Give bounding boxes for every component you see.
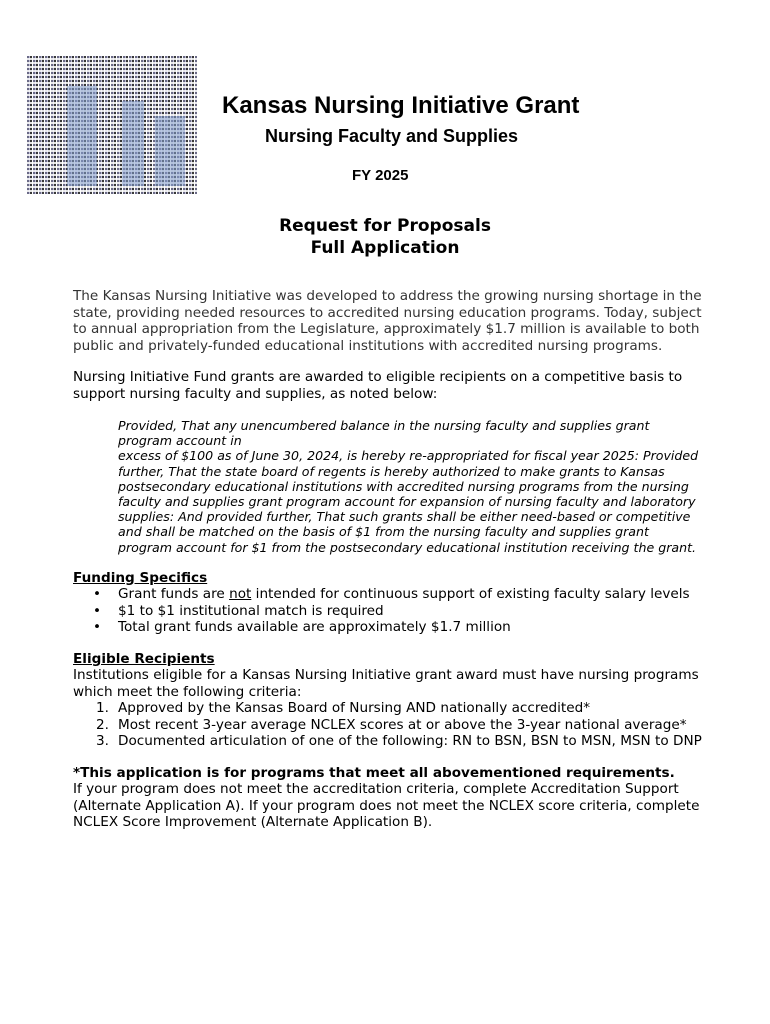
requirements-note: *This application is for programs that meet all abovementioned requirements. bbox=[73, 764, 675, 781]
bullet-icon: • bbox=[93, 602, 102, 619]
list-item: • Total grant funds available are approximately $1.7 million bbox=[93, 619, 511, 636]
bullet-icon: • bbox=[93, 586, 102, 603]
awarded-paragraph: Nursing Initiative Fund grants are awarded to eligible recipients on a competitive basis to support nursing faculty and supplies, as noted below: bbox=[73, 369, 683, 402]
list-item: • $1 to $1 institutional match is required bbox=[93, 602, 384, 619]
list-item: • Grant funds are not intended for continuous support of existing faculty salary levels bbox=[93, 586, 690, 603]
list-item: 1. Approved by the Kansas Board of Nursing AND nationally accredited* bbox=[96, 700, 591, 717]
fiscal-year: FY 2025 bbox=[352, 167, 409, 184]
rfp-line-1: Request for Proposals bbox=[279, 216, 491, 236]
alternate-application-note: If your program does not meet the accreditation criteria, complete Accreditation Support (Alternate Application A). If your program does not meet the NCLEX score criteria, complete NCLEX Score Improvement (Alternate Application B). bbox=[73, 781, 700, 831]
list-item: 3. Documented articulation of one of the following: RN to BSN, BSN to MSN, MSN to DNP bbox=[96, 733, 702, 750]
eligible-heading: Eligible Recipients bbox=[73, 650, 215, 667]
list-item: 2. Most recent 3-year average NCLEX scores at or above the 3-year national average* bbox=[96, 716, 687, 733]
quote-line-1: Provided, That any unencumbered balance in the nursing faculty and supplies grant program account in bbox=[118, 418, 650, 449]
document-subtitle: Nursing Faculty and Supplies bbox=[265, 126, 519, 146]
emphasis-not: not bbox=[229, 586, 252, 603]
bullet-icon: • bbox=[93, 619, 102, 636]
intro-paragraph: The Kansas Nursing Initiative was developed to address the growing nursing shortage in the state, providing needed resources to accredited nursing education programs. Today, subject to annual appropriation from the Legislature, approximately $1.7 million is available to both public and privately-funded educational institutions with accredited nursing programs. bbox=[73, 288, 702, 354]
rfp-line-2: Full Application bbox=[310, 238, 460, 258]
document-title: Kansas Nursing Initiative Grant bbox=[222, 92, 580, 119]
statute-quote bbox=[118, 418, 703, 555]
kansas-capitol-logo bbox=[27, 56, 197, 194]
quote-line-2: excess of $100 as of June 30, 2024, is hereby re-appropriated for fiscal year 2025: Provided further, That the state board of regents is hereby authorized to make grants to Kansas postsecondary educational institutions with accredited nursing programs from the nursing faculty and supplies grant program account for expansion of nursing faculty and laboratory supplies: And provided further, That such grants shall be either need-based or competitive and shall be matched on the basis of $1 from the nursing faculty and supplies grant program account for $1 from the postsecondary educational institution receiving the grant. bbox=[118, 448, 699, 555]
eligible-intro: Institutions eligible for a Kansas Nursing Initiative grant award must have nursing programs which meet the following criteria: bbox=[73, 667, 699, 700]
criteria-list bbox=[73, 700, 703, 750]
funding-heading: Funding Specifics bbox=[73, 569, 208, 586]
document-body bbox=[73, 288, 703, 831]
rfp-heading bbox=[0, 215, 770, 259]
funding-list bbox=[73, 586, 703, 636]
